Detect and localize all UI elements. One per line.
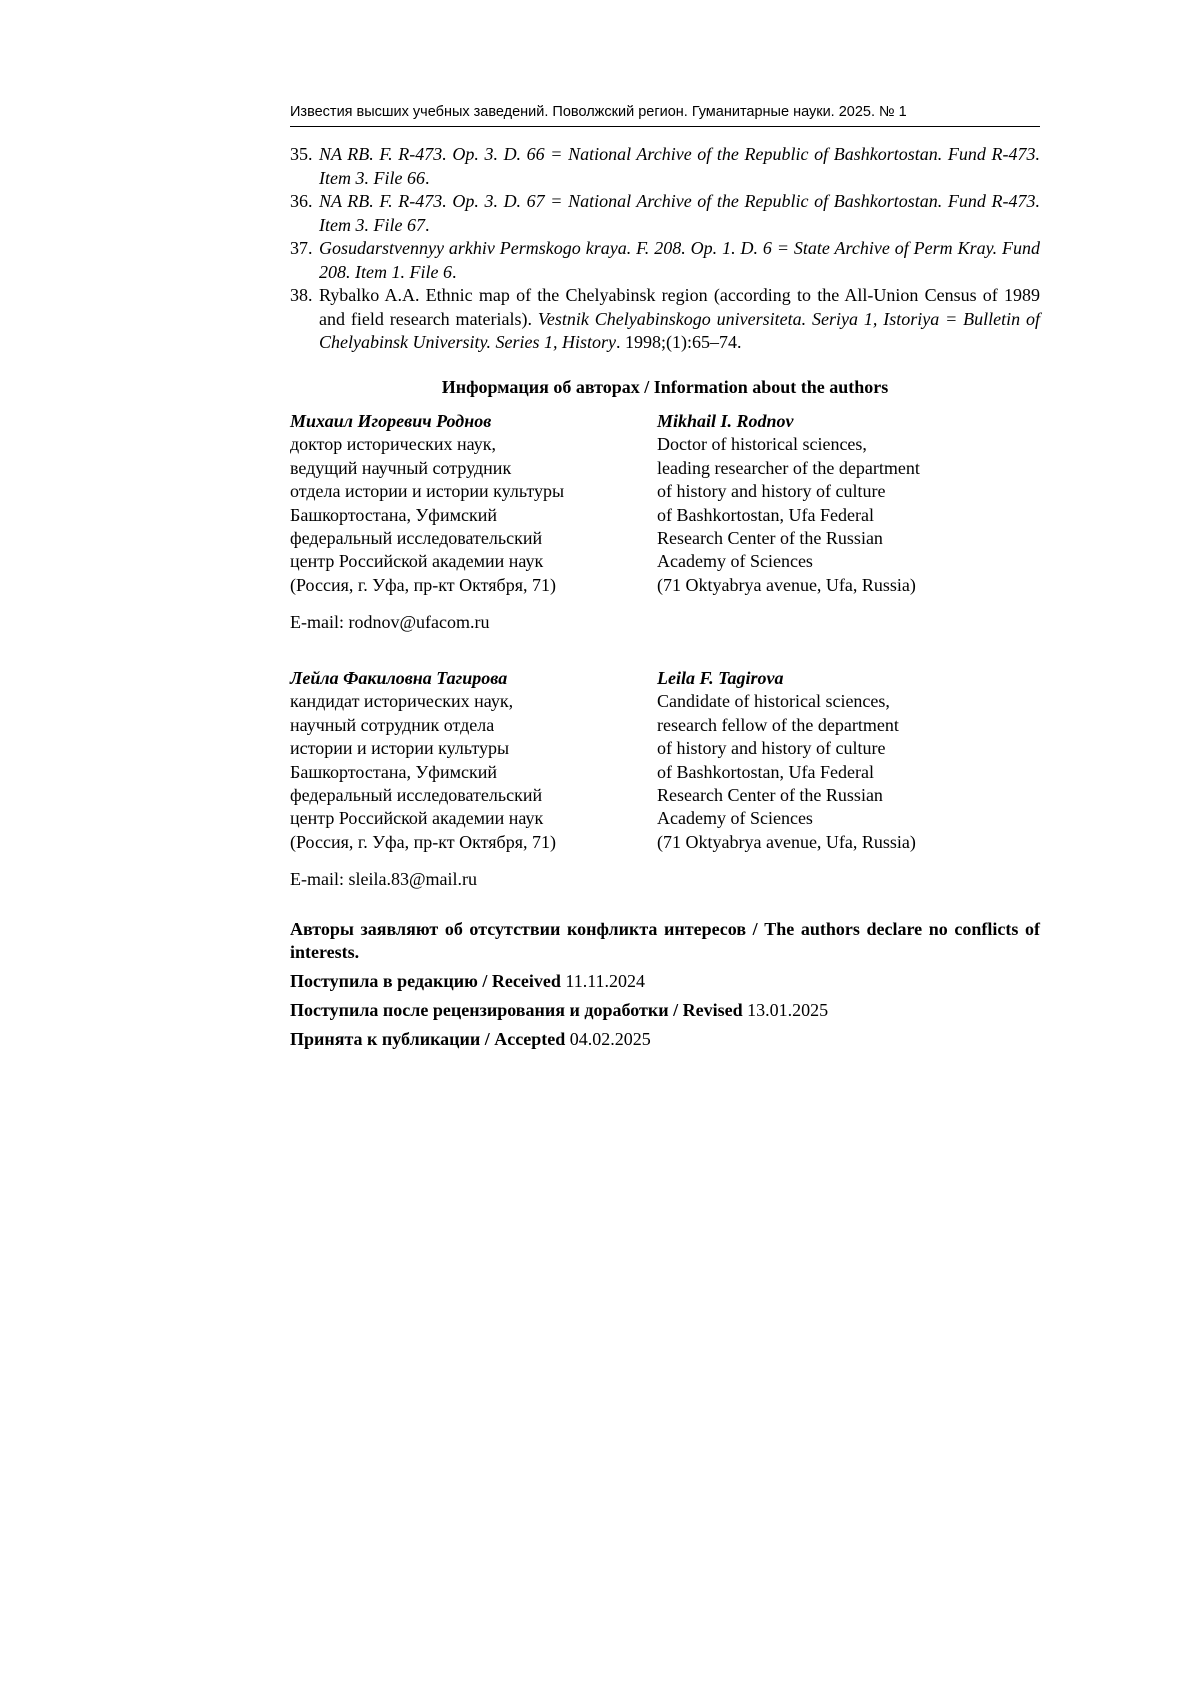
reference-35 — [290, 143, 1040, 190]
author-line-en: leading researcher of the department — [657, 457, 920, 478]
header-rule — [290, 126, 1040, 127]
reference-36 — [290, 190, 1040, 237]
reference-text-italic: Gosudarstvennyy arkhiv Permskogo kraya. F. 208. Op. 1. D. 6 = State Archive of Perm Kray. Fund 208. Item 1. File 6 — [319, 238, 1040, 282]
reference-number: 35. — [290, 144, 313, 164]
received-date — [290, 970, 1040, 993]
accepted-label: Принята к публикации / Accepted — [290, 1029, 566, 1049]
accepted-value: 04.02.2025 — [569, 1029, 651, 1049]
author-line-ru: ведущий научный сотрудник — [290, 457, 512, 478]
author-line-en: Candidate of historical sciences, — [657, 691, 890, 712]
revised-label: Поступила после рецензирования и доработки / Revised — [290, 1000, 743, 1020]
author-line-ru: отдела истории и истории культуры — [290, 481, 565, 502]
author-line-ru: научный сотрудник отдела — [290, 714, 495, 735]
author-line-en: of Bashkortostan, Ufa Federal — [657, 504, 874, 525]
reference-text: . — [424, 214, 430, 235]
accepted-date — [290, 1028, 1040, 1051]
revised-value: 13.01.2025 — [747, 1000, 829, 1020]
reference-text-italic: NA RB. F. R-473. Op. 3. D. 66 = National Archive of the Republic of Bashkortostan. Fund R-473. Item 3. File 66 — [319, 144, 1040, 188]
reference-text: . — [424, 167, 430, 188]
author-line-ru: федеральный исследовательский — [290, 528, 543, 549]
author-name-en: Mikhail I. Rodnov — [657, 411, 794, 431]
author-line-ru: истории и истории культуры — [290, 738, 510, 759]
reference-37 — [290, 237, 1040, 284]
author-line-ru: кандидат исторических наук, — [290, 691, 514, 712]
reference-citation-details: . 1998;(1):65–74. — [615, 332, 742, 352]
reference-number: 37. — [290, 238, 313, 258]
author-line-en: of Bashkortostan, Ufa Federal — [657, 761, 874, 782]
reference-38 — [290, 284, 1040, 355]
reference-text: . — [451, 261, 457, 282]
author-line-ru: центр Российской академии наук — [290, 808, 544, 829]
author-line-ru: Башкортостана, Уфимский — [290, 504, 497, 525]
author-name-ru: Михаил Игоревич Роднов — [290, 411, 492, 431]
author-line-en: Doctor of historical sciences, — [657, 434, 867, 455]
conflict-statement: Авторы заявляют об отсутствии конфликта интересов / The authors declare no conflicts of interests. — [290, 919, 1040, 962]
author-ru-column — [290, 667, 640, 854]
author-line-ru: Башкортостана, Уфимский — [290, 761, 497, 782]
author-line-en: Academy of Sciences — [657, 808, 813, 829]
author-line-en: Academy of Sciences — [657, 551, 813, 572]
author-line-ru: (Россия, г. Уфа, пр-кт Октября, 71) — [290, 574, 556, 595]
author-line-en: (71 Oktyabrya avenue, Ufa, Russia) — [657, 831, 916, 852]
author-line-ru: доктор исторических наук, — [290, 434, 496, 455]
reference-number: 38. — [290, 285, 313, 305]
authors-heading: Информация об авторах / Information about the authors — [441, 377, 889, 397]
author-line-ru: (Россия, г. Уфа, пр-кт Октября, 71) — [290, 831, 556, 852]
author-name-en: Leila F. Tagirova — [657, 668, 784, 688]
received-value: 11.11.2024 — [565, 971, 646, 991]
reference-text: Rybalko A.A. Ethnic map of the Chelyabinsk region (according to the All-Union Census of 1989 and field research materials). — [319, 285, 1040, 329]
reference-number: 36. — [290, 191, 313, 211]
author-line-en: research fellow of the department — [657, 714, 899, 735]
author-line-en: Research Center of the Russian — [657, 785, 883, 806]
reference-journal-title: Vestnik Chelyabinskogo universiteta. Seriya 1, Istoriya = Bulletin of Chelyabinsk University. Series 1, History — [319, 308, 1040, 352]
revised-date — [290, 999, 1040, 1022]
author-line-en: of history and history of culture — [657, 738, 886, 759]
received-label: Поступила в редакцию / Received — [290, 971, 561, 991]
author-en-column — [657, 410, 1047, 597]
reference-list — [290, 143, 1040, 355]
author-line-en: Research Center of the Russian — [657, 528, 883, 549]
author-line-en: of history and history of culture — [657, 481, 886, 502]
author-line-ru: центр Российской академии наук — [290, 551, 544, 572]
author-ru-column — [290, 410, 640, 597]
author-line-en: (71 Oktyabrya avenue, Ufa, Russia) — [657, 574, 916, 595]
publication-info — [290, 918, 1040, 1057]
author-email: E-mail: rodnov@ufacom.ru — [290, 612, 490, 632]
author-name-ru: Лейла Факиловна Тагирова — [290, 668, 508, 688]
author-email: E-mail: sleila.83@mail.ru — [290, 869, 478, 889]
running-header: Известия высших учебных заведений. Поволжский регион. Гуманитарные науки. 2025. № 1 — [290, 104, 907, 120]
author-line-ru: федеральный исследовательский — [290, 785, 543, 806]
author-en-column — [657, 667, 1047, 854]
reference-text-italic: NA RB. F. R-473. Op. 3. D. 67 = National Archive of the Republic of Bashkortostan. Fund R-473. Item 3. File 67 — [319, 191, 1040, 235]
